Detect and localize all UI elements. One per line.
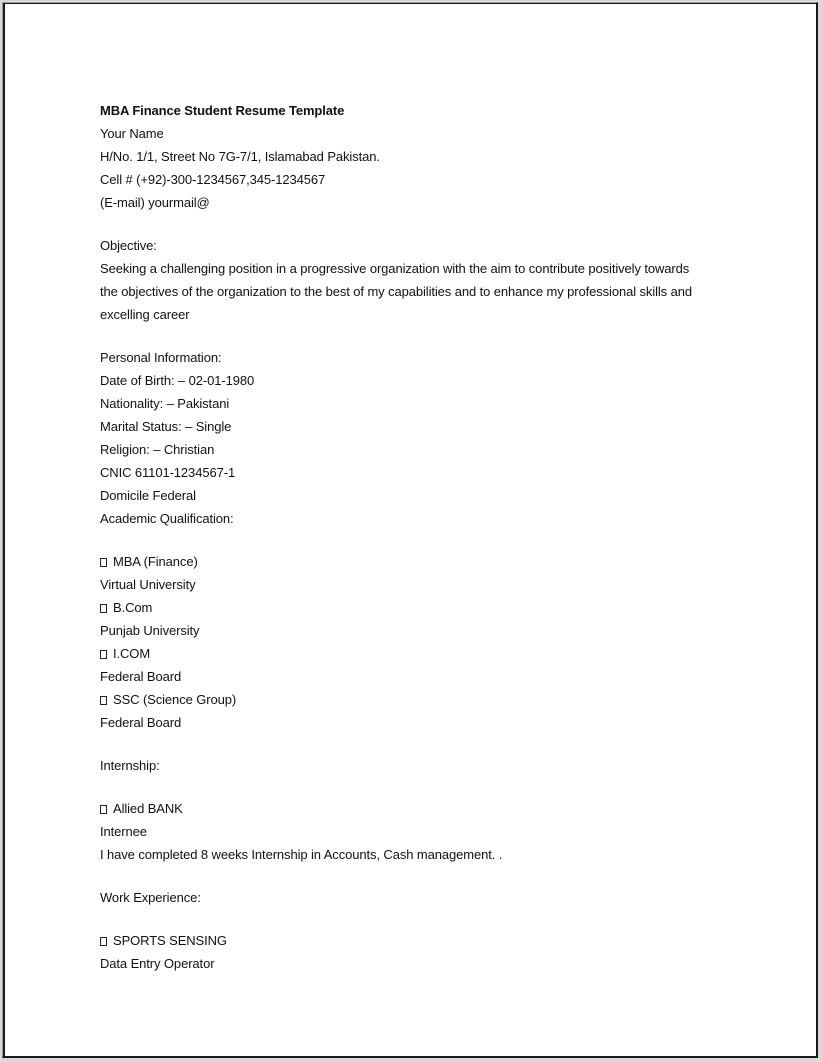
resume-content [100,99,740,975]
objective-heading: Objective: [100,238,157,253]
square-bullet-icon [100,650,107,659]
academic-heading: Academic Qualification: [100,511,234,526]
contact-email: (E-mail) yourmail@ [100,195,210,210]
spacer [100,214,740,234]
spacer [100,909,740,929]
square-bullet-icon [100,604,107,613]
document-title: MBA Finance Student Resume Template [100,103,345,118]
personal-religion: Religion: – Christian [100,442,215,457]
square-bullet-icon [100,696,107,705]
contact-name: Your Name [100,126,164,141]
square-bullet-icon [100,937,107,946]
personal-domicile: Domicile Federal [100,488,196,503]
internship-role: Internee [100,824,147,839]
organization-label: Allied BANK [113,801,183,816]
degree-label: SSC (Science Group) [113,692,237,707]
academic-institution: Virtual University [100,577,196,592]
contact-cell: Cell # (+92)-300-1234567,345-1234567 [100,172,326,187]
academic-degree [100,642,740,665]
internship-description: I have completed 8 weeks Internship in Accounts, Cash management. . [100,847,503,862]
objective-line: Seeking a challenging position in a progressive organization with the aim to contribute positively towards [100,261,690,276]
spacer [100,866,740,886]
work-organization [100,929,740,952]
spacer [100,734,740,754]
academic-institution: Federal Board [100,715,182,730]
personal-heading: Personal Information: [100,350,222,365]
objective-line: excelling career [100,307,190,322]
academic-degree [100,688,740,711]
internship-heading: Internship: [100,758,160,773]
academic-institution: Punjab University [100,623,200,638]
degree-label: B.Com [113,600,153,615]
organization-label: SPORTS SENSING [113,933,227,948]
personal-dob: Date of Birth: – 02-01-1980 [100,373,255,388]
personal-cnic: CNIC 61101-1234567-1 [100,465,236,480]
personal-marital-status: Marital Status: – Single [100,419,232,434]
spacer [100,326,740,346]
personal-nationality: Nationality: – Pakistani [100,396,230,411]
contact-address: H/No. 1/1, Street No 7G-7/1, Islamabad Pakistan. [100,149,380,164]
document-page [2,2,818,1058]
spacer [100,777,740,797]
work-heading: Work Experience: [100,890,201,905]
degree-label: I.COM [113,646,151,661]
academic-institution: Federal Board [100,669,182,684]
square-bullet-icon [100,805,107,814]
academic-degree [100,596,740,619]
internship-organization [100,797,740,820]
degree-label: MBA (Finance) [113,554,198,569]
square-bullet-icon [100,558,107,567]
objective-line: the objectives of the organization to the best of my capabilities and to enhance my professional skills and [100,284,692,299]
work-role: Data Entry Operator [100,956,215,971]
academic-degree [100,550,740,573]
spacer [100,530,740,550]
